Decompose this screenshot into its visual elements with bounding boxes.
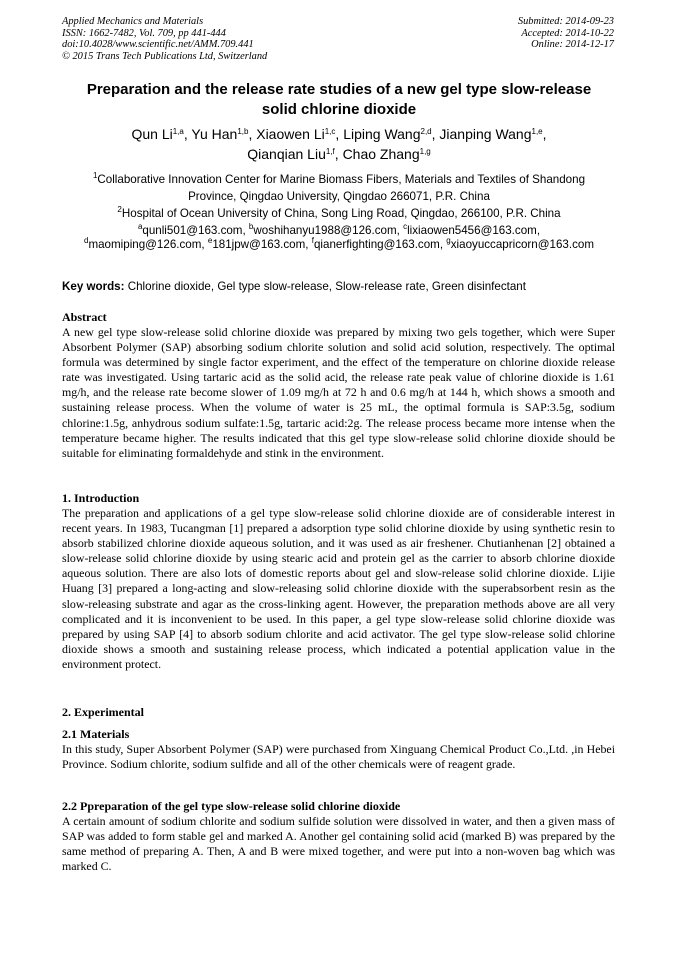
author-affil-sup: 1,g <box>419 147 431 156</box>
experimental-heading: 2. Experimental <box>62 705 144 719</box>
author-name: Liping Wang <box>343 126 421 142</box>
author-name: Qianqian Liu <box>247 146 326 162</box>
author-list <box>40 124 638 164</box>
email-address[interactable]: lixiaowen5456@163.com <box>407 224 537 237</box>
dates-header <box>518 16 614 51</box>
materials-heading: 2.1 Materials <box>62 727 130 741</box>
author-name: Xiaowen Li <box>256 126 325 142</box>
keywords <box>62 280 616 294</box>
email-line-1 <box>30 224 648 238</box>
affiliation-text: Hospital of Ocean University of China, Song Ling Road, Qingdao, 266100, P.R. China <box>121 207 561 220</box>
preparation-text: A certain amount of sodium chlorite and sodium sulfide solution were dissolved in water, and then a given mass of SAP was added to form stable gel and marked A. Another gel containing solid acid (marked B) was prepared by the same method of preparing A. Then, A and B were mixed together, and were put into a non-woven bag which was marked C. <box>62 814 615 874</box>
affiliation-2 <box>40 205 638 222</box>
journal-name: Applied Mechanics and Materials <box>62 16 204 27</box>
abstract-text: A new gel type slow-release solid chlorine dioxide was prepared by mixing two gels together, which were Super Absorbent Polymer (SAP) absorbing sodium chlorite solution and solid acid solution, respectively. The optimal formula was determined by single factor experiment, and the effect of the temperature on chlorine dioxide release rate was investigated. Using tartaric acid as the solid acid, the release rate peak value of chlorine dioxide is 1.61 mg/h, and the release rate become slower of 1.09 mg/h at 72 h and 0.6 mg/h at 144 h, which shows a smooth and sustaining release process. When the volume of water is 25 mL, the optimal formula is SAP:3.5g, sodium chlorine:1.5g, anhydrous sodium sulfate:1.5g, tartaric acid:2g. The release process became more intense when the temperature became higher. The results indicated that this gel type slow-release solid chlorine dioxide should be suitable for eliminating formaldehyde and stink in the environment. <box>62 325 615 460</box>
preparation-heading: 2.2 Ppreparation of the gel type slow-release solid chlorine dioxide <box>62 799 401 813</box>
journal-doi: doi:10.4028/www.scientific.net/AMM.709.441 <box>62 39 254 50</box>
author-separator: , <box>335 126 344 142</box>
affiliation-1-cont: Province, Qingdao University, Qingdao 266071, P.R. China <box>188 190 490 203</box>
abstract-heading: Abstract <box>62 310 107 324</box>
affiliation-text: Collaborative Innovation Center for Marine Biomass Fibers, Materials and Textiles of Shandong <box>97 173 586 186</box>
journal-copyright: © 2015 Trans Tech Publications Ltd, Switzerland <box>62 50 268 62</box>
email-sup: c <box>403 222 408 231</box>
introduction-heading: 1. Introduction <box>62 491 140 505</box>
submitted-date: Submitted: 2014-09-23 <box>517 16 614 27</box>
author-line-2 <box>40 144 638 164</box>
email-sup: d <box>84 236 89 245</box>
keywords-label: Key words: <box>62 280 125 293</box>
paper-title <box>40 80 638 120</box>
author-affil-sup: 1,c <box>324 127 336 136</box>
introduction-section <box>62 491 615 672</box>
journal-issn: ISSN: 1662-7482, Vol. 709, pp 441-444 <box>62 27 226 39</box>
email-separator: , <box>396 224 404 237</box>
email-line-2 <box>30 238 648 252</box>
author-separator: , <box>248 126 257 142</box>
email-separator: , <box>305 238 312 251</box>
email-separator: , <box>536 224 541 237</box>
email-address[interactable]: 181jpw@163.com <box>212 238 306 251</box>
email-sup: a <box>137 222 143 231</box>
email-sup: e <box>207 236 213 245</box>
author-separator: , <box>334 146 343 162</box>
title-line-1: Preparation and the release rate studies of a new gel type slow-release <box>86 81 592 98</box>
email-sup: f <box>311 236 314 245</box>
author-affil-sup: 1,f <box>325 147 335 156</box>
email-separator: , <box>242 224 249 237</box>
affiliations <box>40 171 638 222</box>
email-separator: , <box>201 238 208 251</box>
author-name: Yu Han <box>191 126 238 142</box>
abstract-section <box>62 310 615 461</box>
email-list <box>30 224 648 252</box>
materials-text: In this study, Super Absorbent Polymer (SAP) were purchased from Xinguang Chemical Product Co.,Ltd. ,in Hebei Province. Sodium chlorite, sodium sulfide and all of the other chemicals were of reagent grade. <box>62 742 615 772</box>
accepted-date: Accepted: 2014-10-22 <box>521 27 614 39</box>
author-separator: , <box>542 126 547 142</box>
email-sup: b <box>248 222 254 231</box>
preparation-section <box>62 799 615 874</box>
affiliation-1 <box>40 171 638 188</box>
author-name: Chao Zhang <box>342 146 420 162</box>
author-affil-sup: 1,a <box>172 127 184 136</box>
materials-section <box>62 727 615 772</box>
author-line-1 <box>40 124 638 144</box>
email-sup: g <box>446 236 451 245</box>
affiliation-sup: 2 <box>117 205 122 214</box>
author-name: Qun Li <box>131 126 173 142</box>
email-address[interactable]: maomiping@126.com <box>88 238 202 251</box>
author-separator: , <box>183 126 192 142</box>
email-separator: , <box>439 238 447 251</box>
author-affil-sup: 2,d <box>420 127 432 136</box>
author-separator: , <box>431 126 440 142</box>
affiliation-sup: 1 <box>92 171 98 180</box>
keywords-text: Chlorine dioxide, Gel type slow-release, Slow-release rate, Green disinfectant <box>127 280 526 293</box>
introduction-text: The preparation and applications of a gel type slow-release solid chlorine dioxide are of considerable interest in recent years. In 1983, Tucangman [1] prepared a adsorption type solid chlorine dioxide by using synthetic resin to absorb stabilized chlorine dioxide aqueous solution, and it was used as air freshener. Chutianhenan [2] obtained a slow-release solid chlorine dioxide by using stearic acid and protein gel as the carrier to absorb chlorine dioxide aqueous solution. There are also lots of domestic reports about gel and slow-release solid chlorine dioxide. Lijie Huang [3] prepared a long-acting and slow-releasing solid chlorine dioxide with the superabsorbent resin as the slow-releasing substrate and agar as the cross-linking agent. However, the preparation methods above are all very complicated and it is inconvenient to be used. In this paper, a gel type slow-release solid chlorine dioxide was prepared by using SAP [4] to absorb sodium chlorite and acid activator. The gel type slow-release solid chlorine dioxide shows a smooth and sustaining release process, which indicated a potential application value in the environment protect. <box>62 506 615 671</box>
author-name: Jianping Wang <box>439 126 532 142</box>
email-address[interactable]: xiaoyuccapricorn@163.com <box>450 238 594 251</box>
experimental-section <box>62 705 615 720</box>
author-affil-sup: 1,b <box>237 127 249 136</box>
journal-header <box>62 16 267 62</box>
email-address[interactable]: woshihanyu1988@126.com <box>253 224 397 237</box>
email-address[interactable]: qunli501@163.com <box>142 224 243 237</box>
author-affil-sup: 1,e <box>531 127 543 136</box>
online-date: Online: 2014-12-17 <box>531 39 614 50</box>
title-line-2: solid chlorine dioxide <box>261 101 417 118</box>
email-address[interactable]: qianerfighting@163.com <box>313 238 440 251</box>
